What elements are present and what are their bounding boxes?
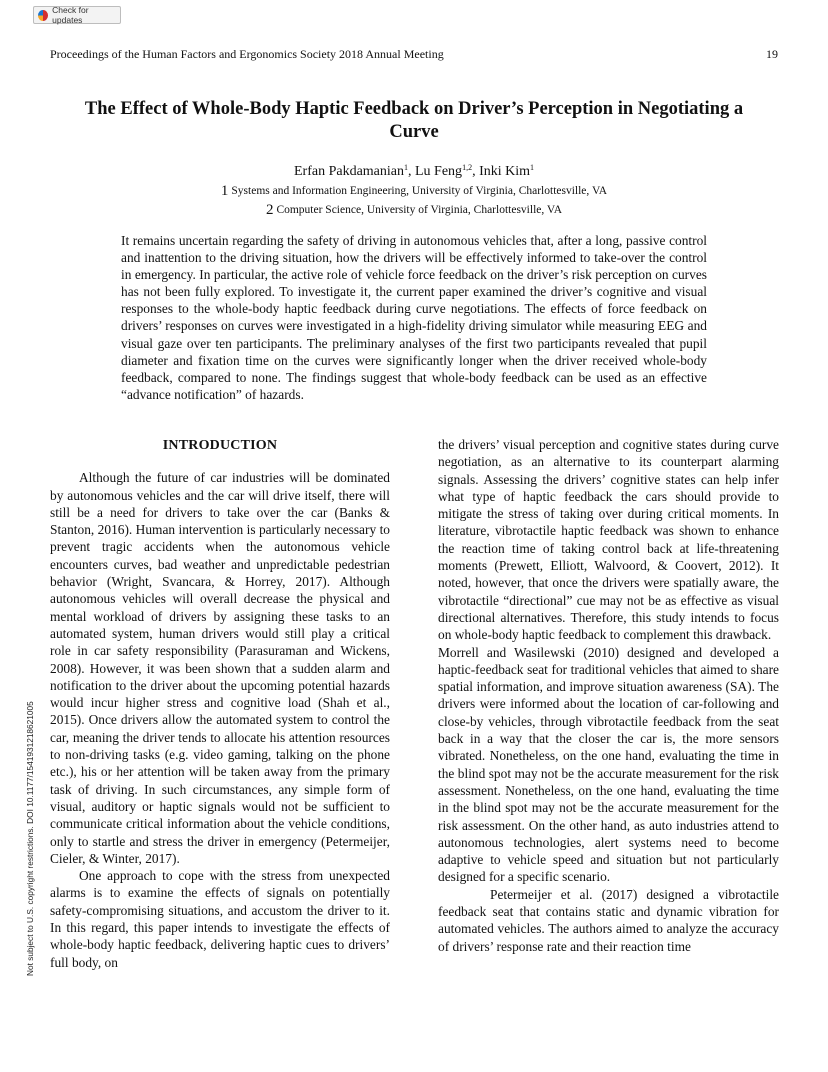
affiliation-text: Systems and Information Engineering, University of Virginia, Charlottesville, VA — [231, 185, 608, 197]
check-for-updates-label: Check for updates — [52, 5, 89, 25]
section-heading-introduction: INTRODUCTION — [162, 438, 278, 453]
body-paragraph: the drivers’ visual perception and cognitive states during curve negotiation, as an alternative to its counterpart alarming signals. Assessing the drivers’ cognitive states can help infer what type of haptic feedback the cars should provide to mitigate the stress of taking over during critical moments. In literature, vibrotactile haptic feedback was shown to enhance the reaction time of taking control back at life-threatening moments (Prewett, Elliott, Walvoord, & Coovert, 2012). It noted, however, that once the drivers were spatially aware, the vibrotactile “directional” cue may not be as effective as visual directional alternatives. Therefore, this study intends to focus on whole-body haptic feedback to complement this drawback. — [438, 437, 779, 643]
author-name: Inki Kim — [479, 164, 531, 179]
author-list: Erfan Pakdamanian$^1$, Lu Feng$^{1,2}$, Inki Kim$^1$ — [293, 163, 535, 179]
left-column — [50, 436, 390, 971]
running-header — [50, 47, 778, 62]
author-affiliation-mark: 1,2 — [462, 163, 473, 172]
body-paragraph: One approach to cope with the stress from unexpected alarms is to examine the effects of signals on potentially safety-compromising situations, and accustom the driver to it. In this regard, this paper intends to investigate the effects of whole-body haptic feedback, delivering haptic cues to drivers’ full body, on — [50, 868, 390, 970]
crossmark-icon — [38, 10, 48, 21]
author-affiliation-mark: 1 — [530, 163, 535, 172]
affiliation-number: 1 — [220, 183, 229, 199]
copyright-doi-note: Not subject to U.S. copyright restrictions. DOI 10.1177/1541931218621005 — [25, 701, 35, 976]
affiliation-text: Computer Science, University of Virginia, Charlottesville, VA — [276, 204, 563, 216]
abstract: It remains uncertain regarding the safety of driving in autonomous vehicles that, after a long, passive control and inattention to the driving situation, how the drivers will be effectively informed to take-over the control in emergency. In particular, the active role of vehicle force feedback on the driver’s risk perception on curves has not been fully explored. To investigate it, the current paper examined the driver’s cognitive and visual responses to the whole-body haptic feedback during curve negotiations. The effects of force feedback on drivers’ responses on curves were investigated in a high-fidelity driving simulator while measuring EEG and visual gaze over ten participants. The preliminary analyses of the first two participants revealed that pupil diameter and fixation time on the curves were significantly longer when the driver received whole-body feedback, compared to none. The findings suggest that whole-body feedback can be used as an effective “advance notification” of hazards. — [121, 233, 707, 402]
affiliation-number: 2 — [265, 202, 274, 218]
author-name: Erfan Pakdamanian — [293, 164, 404, 179]
journal-name: Proceedings of the Human Factors and Ergonomics Society 2018 Annual Meeting — [50, 47, 444, 61]
affiliation-2 — [0, 202, 828, 219]
affiliation-1 — [0, 183, 828, 200]
body-paragraph: Morrell and Wasilewski (2010) designed and developed a haptic-feedback seat for traditional vehicles that aimed to share spatial information, and improve situation awareness (SA). The drivers were informed about the location of car-following and close-by vehicles, through vibrotactile feedback from the seat back in a way that the closer the car is, the more sensors vibrated. Nonetheless, on the one hand, evaluating the time in the blind spot may not be the accurate measurement for the risk assessment. Nonetheless, on the one hand, evaluating the time in the blind spot may not be the accurate measurement for the risk assessment. On the other hand, as auto industries attend to autonomous technologies, alert systems need to become adaptive to vehicle speed and situation but not particularly designed for a specific scenario. — [438, 644, 779, 885]
paper-title: The Effect of Whole-Body Haptic Feedback on Driver’s Perception in Negotiating a Curve — [84, 99, 744, 142]
body-paragraph: Petermeijer et al. (2017) designed a vibrotactile feedback seat that contains static and dynamic vibration for automated vehicles. The authors aimed to analyze the accuracy of drivers’ response rate and their reaction time — [438, 886, 779, 954]
page-number: 19 — [766, 47, 778, 61]
right-column — [438, 436, 779, 955]
body-paragraph: Although the future of car industries will be dominated by autonomous vehicles and the car will drive itself, there will still be a need for drivers to take over the car (Banks & Stanton, 2016). Human intervention is particularly necessary to prevent tragic accidents when the autonomous vehicle encounters curves, bad weather and unpredictable pedestrian behavior (Wright, Svancara, & Horrey, 2017). Although autonomous vehicles will overall decrease the physical and mental workload of drivers by assigning these tasks to an automated system, human drivers would still play a critical role in car safety responsibility (Parasuraman and Wickens, 2008). However, it was been shown that a sudden alarm and notification to the driver about the upcoming potential hazards would incur higher stress and cognitive load (Shah et al., 2015). Once drivers allow the automated system to control the car, meaning the driver tends to allocate his attention resources to non-driving tasks (e.g. video gaming, talking on the phone etc.), his or her attention will be taken away from the primary task of driving. In such circumstances, any simple form of visual, auditory or haptic signals would not be sufficient to communicate critical information about the vehicle conditions, only to startle and stress the driver in emergency (Petermeijer, Cieler, & Winter, 2017). — [50, 470, 390, 866]
author-affiliation-mark: 1 — [404, 163, 408, 172]
author-name: Lu Feng — [415, 164, 463, 179]
check-for-updates-badge[interactable] — [33, 6, 121, 24]
